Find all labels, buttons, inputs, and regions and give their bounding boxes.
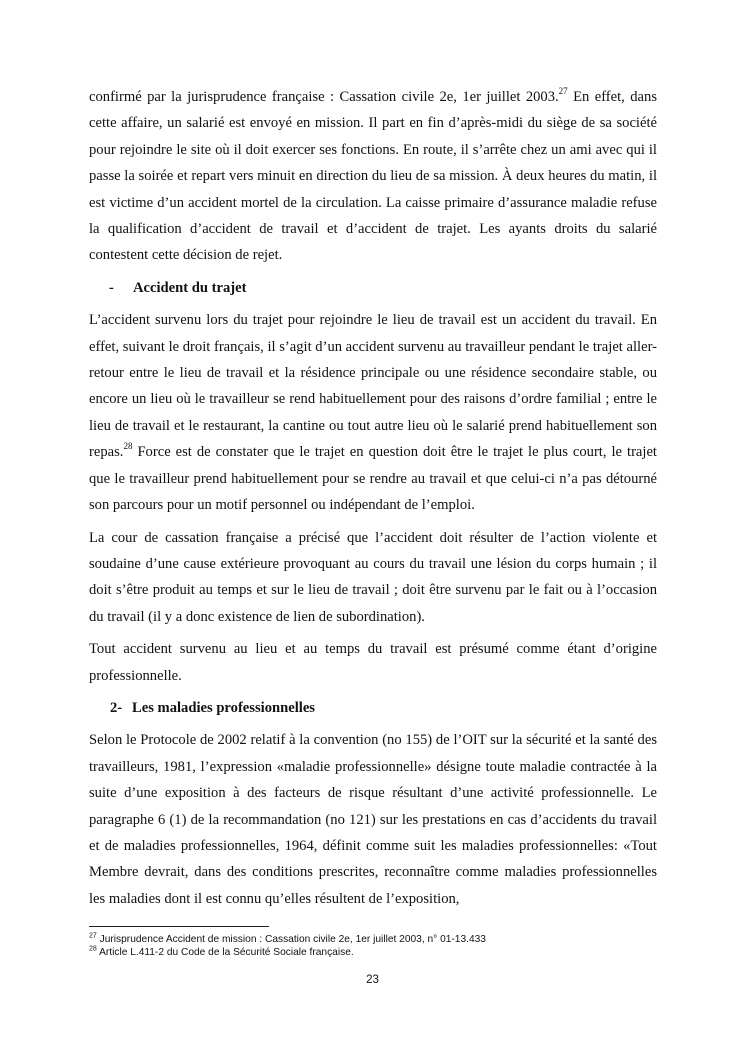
paragraph-trajet	[89, 307, 657, 518]
heading-text: Les maladies professionnelles	[132, 699, 315, 716]
paragraph-presomption: Tout accident survenu au lieu et au temps du travail est présumé comme étant d’origine professionnelle.	[89, 641, 657, 684]
footnote-ref-28: 28	[123, 441, 133, 452]
footnote-separator	[89, 926, 269, 927]
paragraph-mission-case	[89, 84, 657, 269]
footnote-text: Article L.411-2 du Code de la Sécurité Sociale française.	[96, 947, 354, 958]
footnotes	[89, 933, 669, 959]
footnote-28	[89, 946, 669, 959]
paragraph-text: Force est de constater que le trajet en question doit être le trajet le plus court, le trajet que le travailleur prend habituellement pour se rendre au travail et que celui-ci n’a pas détourné son parcours pour un motif personnel ou indépendant de l’emploi.	[89, 444, 657, 514]
heading-marker: 2-	[110, 699, 123, 716]
page-number: 23	[366, 974, 379, 986]
paragraph-text: En effet, dans cette affaire, un salarié est envoyé en mission. Il part en fin d’après-midi du siège de sa société pour rejoindre le site où il doit exercer ses fonctions. En route, il s’arrête chez un ami avec qui il passe la soirée et repart vers minuit en direction du lieu de sa mission. À deux heures du matin, il est victime d’un accident mortel de la circulation. La caisse primaire d’assurance maladie refuse la qualification d’accident de travail et d’accident de trajet. Les ayants droits du salarié contestent cette décision de rejet.	[89, 89, 657, 264]
footnote-27	[89, 933, 669, 946]
paragraph-text: L’accident survenu lors du trajet pour rejoindre le lieu de travail est un accident du travail. En effet, suivant le droit français, il s’agit d’un accident survenu au travailleur pendant le trajet aller- retour entre le lieu de travail et la résidence principale ou une résidence secondaire stable, ou encore un lieu où le travailleur se rend habituellement pour des raisons d’ordre familial ; entre le lieu de travail et le restaurant, la cantine ou tout autre lieu où le salarié prend habituellement son repas.	[89, 312, 657, 461]
heading-maladies-professionnelles	[89, 695, 657, 721]
heading-text: Accident du trajet	[133, 279, 247, 296]
body-text	[89, 84, 657, 918]
footnote-ref-27: 27	[558, 86, 568, 97]
paragraph-text: confirmé par la jurisprudence française : Cassation civile 2e, 1er juillet 2003.	[89, 89, 559, 105]
footnote-number: 28	[89, 945, 97, 953]
paragraph-protocole-oit: Selon le Protocole de 2002 relatif à la convention (no 155) de l’OIT sur la sécurité et la santé des travailleurs, 1981, l’expression «maladie professionnelle» désigne toute maladie contractée à la suite d’une exposition à des facteurs de risque résultant d’une activité professionnelle. Le paragraphe 6 (1) de la recommandation (no 121) sur les prestations en cas d’accidents du travail et de maladies professionnelles, 1964, définit comme suit les maladies professionnelles: «Tout Membre devrait, dans des conditions prescrites, reconnaître comme maladies professionnelles les maladies dont il est connu qu’elles résultent de l’exposition,	[89, 732, 657, 907]
heading-marker: -	[109, 279, 114, 296]
footnote-number: 27	[89, 932, 97, 940]
footnote-text: Jurisprudence Accident de mission : Cassation civile 2e, 1er juillet 2003, n° 01-13.433	[96, 934, 486, 945]
paragraph-cour-de-cassation: La cour de cassation française a précisé que l’accident doit résulter de l’action violente et soudaine d’une cause extérieure provoquant au cours du travail une lésion du corps humain ; il doit s’être produit au temps et sur le lieu de travail ; doit être survenu par le fait ou à l’occasion du travail (il y a donc existence de lien de subordination).	[89, 529, 657, 625]
heading-accident-du-trajet	[89, 275, 657, 301]
